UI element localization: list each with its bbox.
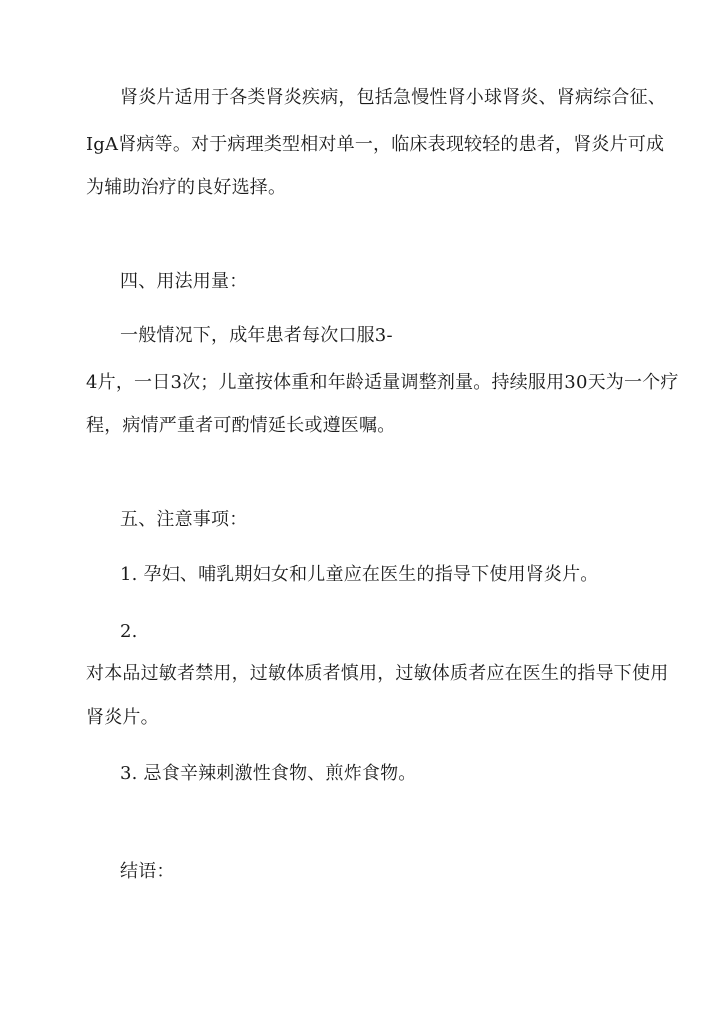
conclusion-heading: 结语： (120, 861, 175, 882)
usage-line-3: 程，病情严重者可酌情延长或遵医嘱。 (86, 415, 396, 436)
usage-line-2: 4片，一日3次；儿童按体重和年龄适量调整剂量。持续服用30天为一个疗 (86, 372, 679, 393)
precaution-item-3: 3. 忌食辛辣刺激性食物、煎炸食物。 (120, 763, 417, 784)
precaution-item-2-number: 2. (120, 621, 138, 642)
precaution-item-2-line-2: 肾炎片。 (86, 707, 159, 728)
indications-line-1: 肾炎片适用于各类肾炎疾病，包括急慢性肾小球肾炎、肾病综合征、 (120, 87, 666, 108)
precautions-heading: 五、注意事项： (120, 509, 248, 530)
precaution-item-1: 1. 孕妇、哺乳期妇女和儿童应在医生的指导下使用肾炎片。 (120, 564, 599, 585)
indications-line-3: 为辅助治疗的良好选择。 (86, 177, 287, 198)
precaution-item-2-line-1: 对本品过敏者禁用，过敏体质者慎用，过敏体质者应在医生的指导下使用 (86, 663, 669, 684)
indications-line-2: IgA肾病等。对于病理类型相对单一，临床表现较轻的患者，肾炎片可成 (86, 134, 665, 155)
usage-line-1: 一般情况下，成年患者每次口服3- (120, 325, 393, 346)
usage-heading: 四、用法用量： (120, 271, 248, 292)
